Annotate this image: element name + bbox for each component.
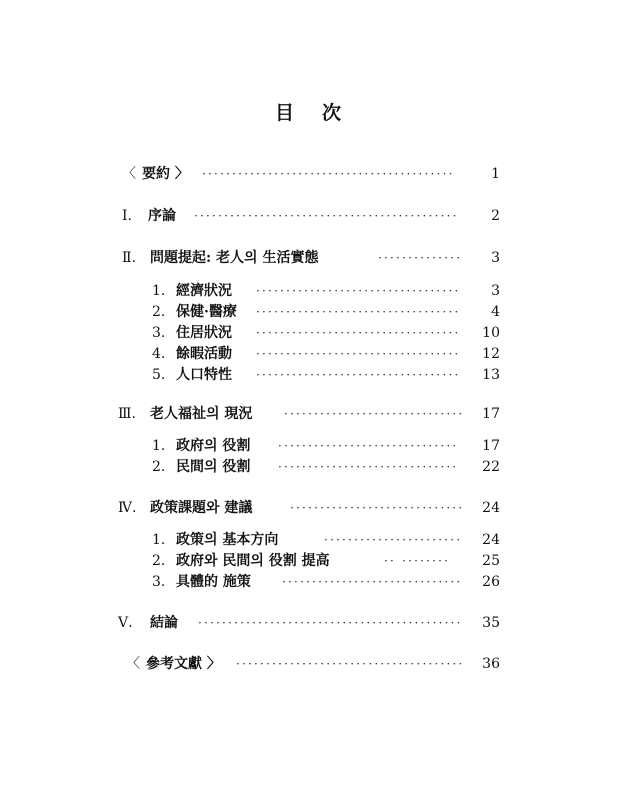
- toc-entry-chapter-2[interactable]: [122, 248, 500, 268]
- toc-entry-page: 17: [482, 406, 500, 422]
- toc-entry-number: 3.: [152, 574, 166, 590]
- toc-entry-2-4[interactable]: [152, 344, 500, 364]
- toc-entry-number: Ⅲ.: [118, 406, 136, 422]
- toc-entry-label: 參考文獻 〉: [146, 656, 221, 672]
- toc-entry-page: 25: [482, 553, 500, 569]
- toc-entry-label: 政府와 民間의 役割 提高: [176, 553, 330, 569]
- toc-leader-dots: ·· ········: [384, 554, 451, 568]
- toc-leader-dots: ··································: [256, 368, 461, 382]
- toc-entry-references[interactable]: [126, 654, 500, 674]
- toc-entry-page: 4: [491, 304, 500, 320]
- toc-leader-dots: ······························: [278, 460, 459, 474]
- toc-entry-number: Ⅱ.: [122, 250, 136, 266]
- toc-entry-label: 人口特性: [176, 367, 232, 383]
- toc-entry-page: 17: [482, 438, 500, 454]
- toc-entry-label: 住居狀況: [176, 325, 232, 341]
- toc-leader-dots: ············································: [194, 209, 459, 223]
- toc-entry-number: 〈: [126, 656, 140, 672]
- toc-leader-dots: ··································: [256, 347, 461, 361]
- toc-entry-2-3[interactable]: [152, 323, 500, 343]
- toc-entry-page: 3: [491, 250, 500, 266]
- toc-entry-label: 要約 〉: [142, 166, 189, 182]
- toc-entry-page: 35: [482, 615, 500, 631]
- toc-entry-page: 26: [482, 574, 500, 590]
- toc-entry-2-1[interactable]: [152, 281, 500, 301]
- toc-entry-page: 22: [482, 459, 500, 475]
- toc-entry-page: 36: [482, 656, 500, 672]
- toc-entry-page: 24: [482, 532, 500, 548]
- toc-entry-label: 政府의 役割: [176, 438, 251, 454]
- toc-entry-label: 問題提起: 老人의 生活實態: [150, 250, 319, 266]
- toc-entry-page: 24: [482, 500, 500, 516]
- toc-entry-summary[interactable]: [122, 164, 500, 184]
- toc-entry-chapter-4[interactable]: [118, 498, 500, 518]
- toc-leader-dots: ··········································: [202, 167, 455, 181]
- toc-leader-dots: ·······················: [324, 533, 463, 547]
- toc-leader-dots: ·····························: [290, 501, 465, 515]
- toc-entry-number: Ⅰ.: [122, 208, 132, 224]
- toc-entry-4-3[interactable]: [152, 572, 500, 592]
- toc-entry-conclusion[interactable]: [118, 613, 500, 633]
- toc-entry-chapter-3[interactable]: [118, 404, 500, 424]
- toc-entry-3-2[interactable]: [152, 457, 500, 477]
- toc-entry-4-2[interactable]: [152, 551, 500, 571]
- toc-entry-number: 4.: [152, 346, 166, 362]
- toc-entry-number: 2.: [152, 304, 166, 320]
- toc-entry-page: 3: [491, 283, 500, 299]
- toc-entry-page: 1: [491, 166, 500, 182]
- toc-leader-dots: ······························: [284, 407, 465, 421]
- toc-entry-label: 老人福祉의 現況: [150, 406, 253, 422]
- toc-leader-dots: ··············: [378, 251, 463, 265]
- toc-entry-3-1[interactable]: [152, 436, 500, 456]
- toc-entry-number: 1.: [152, 283, 166, 299]
- toc-leader-dots: ··································: [256, 305, 461, 319]
- toc-entry-label: 民間의 役割: [176, 459, 251, 475]
- toc-leader-dots: ··································: [256, 326, 461, 340]
- toc-entry-label: 具體的 施策: [176, 574, 251, 590]
- toc-entry-2-2[interactable]: [152, 302, 500, 322]
- toc-entry-label: 保健·醫療: [176, 304, 237, 320]
- toc-entry-label: 序論: [148, 208, 176, 224]
- toc-leader-dots: ······································: [236, 657, 465, 671]
- toc-entry-4-1[interactable]: [152, 530, 500, 550]
- toc-entry-label: 政策課題와 建議: [150, 500, 253, 516]
- toc-entry-number: 2.: [152, 553, 166, 569]
- toc-entry-page: 2: [491, 208, 500, 224]
- toc-entry-label: 餘暇活動: [176, 346, 232, 362]
- toc-entry-introduction[interactable]: [122, 206, 500, 226]
- toc-entry-page: 13: [482, 367, 500, 383]
- toc-entry-number: Ⅴ.: [118, 615, 133, 631]
- toc-leader-dots: ······························: [282, 575, 463, 589]
- title-left: 目: [274, 102, 296, 124]
- toc-entry-2-5[interactable]: [152, 365, 500, 385]
- toc-entry-page: 10: [482, 325, 500, 341]
- toc-entry-page: 12: [482, 346, 500, 362]
- toc-entry-number: 1.: [152, 438, 166, 454]
- toc-entry-label: 結論: [150, 615, 178, 631]
- toc-entry-label: 經濟狀況: [176, 283, 232, 299]
- toc-leader-dots: ············································: [198, 616, 463, 630]
- toc-entry-number: 〈: [122, 166, 136, 182]
- toc-entry-number: 2.: [152, 459, 166, 475]
- toc-entry-number: 1.: [152, 532, 166, 548]
- toc-entry-label: 政策의 基本方向: [176, 532, 279, 548]
- toc-entry-number: 3.: [152, 325, 166, 341]
- toc-leader-dots: ··································: [256, 284, 461, 298]
- toc-entry-number: Ⅳ.: [118, 500, 137, 516]
- toc-leader-dots: ······························: [278, 439, 459, 453]
- title-right: 次: [322, 102, 344, 124]
- toc-entry-number: 5.: [152, 367, 166, 383]
